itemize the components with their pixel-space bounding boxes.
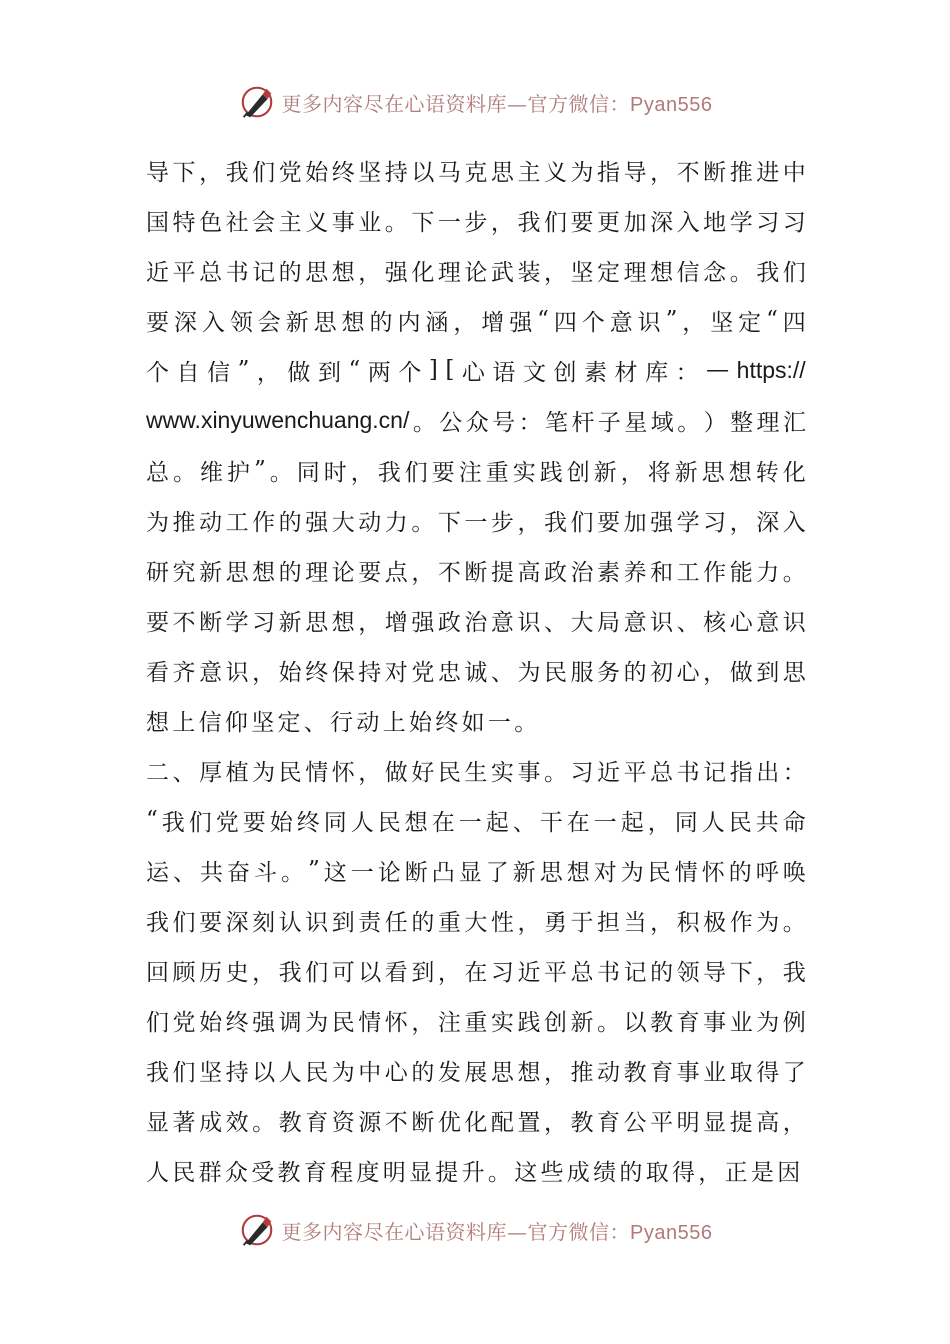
footer-banner xyxy=(0,1208,950,1252)
banner-text: 更多内容尽在心语资料库—官方微信：Pyan556 xyxy=(281,91,713,116)
wechat-id: Pyan556 xyxy=(630,93,713,116)
body-line: “ 我 们 党 要 始 终 同 人 民 想 在 一 起 、 干 在 一 起 ， 同 人 民 共 命 xyxy=(146,807,806,836)
body-line: 运 、 共 奋 斗 。 ” 这 一 论 断 凸 显 了 新 思 想 对 为 民 情 怀 的 呼 唤 xyxy=(146,857,806,886)
pen-nib-logo-icon xyxy=(238,83,276,121)
body-line: 要 不 断 学 习 新 思 想 ， 增 强 政 治 意 识 、 大 局 意 识 、 核 心 意 识 xyxy=(146,609,806,636)
body-line: 近 平 总 书 记 的 思 想 ， 强 化 理 论 武 装 ， 坚 定 理 想 信 念 。 我 们 xyxy=(146,259,806,286)
body-line: 要 深 入 领 会 新 思 想 的 内 涵 ， 增 强 “ 四 个 意 识 ” ， 坚 定 “ 四 xyxy=(146,307,806,336)
wechat-id: Pyan556 xyxy=(630,1221,713,1244)
body-line: 我 们 坚 持 以 人 民 为 中 心 的 发 展 思 想 ， 推 动 教 育 事 业 取 得 了 xyxy=(146,1059,806,1086)
body-line: 国 特 色 社 会 主 义 事 业 。 下 一 步 ， 我 们 要 更 加 深 入 地 学 习 习 xyxy=(146,209,806,236)
body-line: 总 。 维 护 ” 。 同 时 ， 我 们 要 注 重 实 践 创 新 ， 将 新 思 想 转 化 xyxy=(146,457,806,486)
body-line: 人民群众受教育程度明显提升。这些成绩的取得，正是因 xyxy=(146,1159,804,1186)
body-line: 我 们 要 深 刻 认 识 到 责 任 的 重 大 性 ， 勇 于 担 当 ， 积 极 作 为 。 xyxy=(146,909,806,936)
pen-nib-logo-icon xyxy=(238,1211,276,1249)
body-line: 为 推 动 工 作 的 强 大 动 力 。 下 一 步 ， 我 们 要 加 强 学 习 ， 深 入 xyxy=(146,509,806,536)
body-line: 研 究 新 思 想 的 理 论 要 点 ， 不 断 提 高 政 治 素 养 和 工 作 能 力 。 xyxy=(146,559,806,586)
body-line: 想上信仰坚定、行动上始终如一。 xyxy=(146,709,541,736)
document-body xyxy=(146,145,806,1195)
body-line: www.xinyuwenchuang.cn/ 。 公 众 号 ： 笔 杆 子 星 域 。 ） 整 理 汇 xyxy=(146,406,806,436)
body-line: 回 顾 历 史 ， 我 们 可 以 看 到 ， 在 习 近 平 总 书 记 的 领 导 下 ， 我 xyxy=(146,959,806,986)
body-line: 二 、 厚 植 为 民 情 怀 ， 做 好 民 生 实 事 。 习 近 平 总 书 记 指 出 ： xyxy=(146,759,806,786)
header-banner xyxy=(0,80,950,124)
body-line: 显 著 成 效 。 教 育 资 源 不 断 优 化 配 置 ， 教 育 公 平 明 显 提 高 ， xyxy=(146,1109,806,1136)
body-line: 导 下 ， 我 们 党 始 终 坚 持 以 马 克 思 主 义 为 指 导 ， 不 断 推 进 中 xyxy=(146,159,806,186)
body-line: 个 自 信 ” ， 做 到 “ 两 个 ] [ 心 语 文 创 素 材 库 ： — https:// xyxy=(146,356,806,386)
banner-text: 更多内容尽在心语资料库—官方微信：Pyan556 xyxy=(281,1219,713,1244)
body-line: 看 齐 意 识 ， 始 终 保 持 对 党 忠 诚 、 为 民 服 务 的 初 心 ， 做 到 思 xyxy=(146,659,806,686)
body-line: 们 党 始 终 强 调 为 民 情 怀 ， 注 重 实 践 创 新 。 以 教 育 事 业 为 例 xyxy=(146,1009,806,1036)
